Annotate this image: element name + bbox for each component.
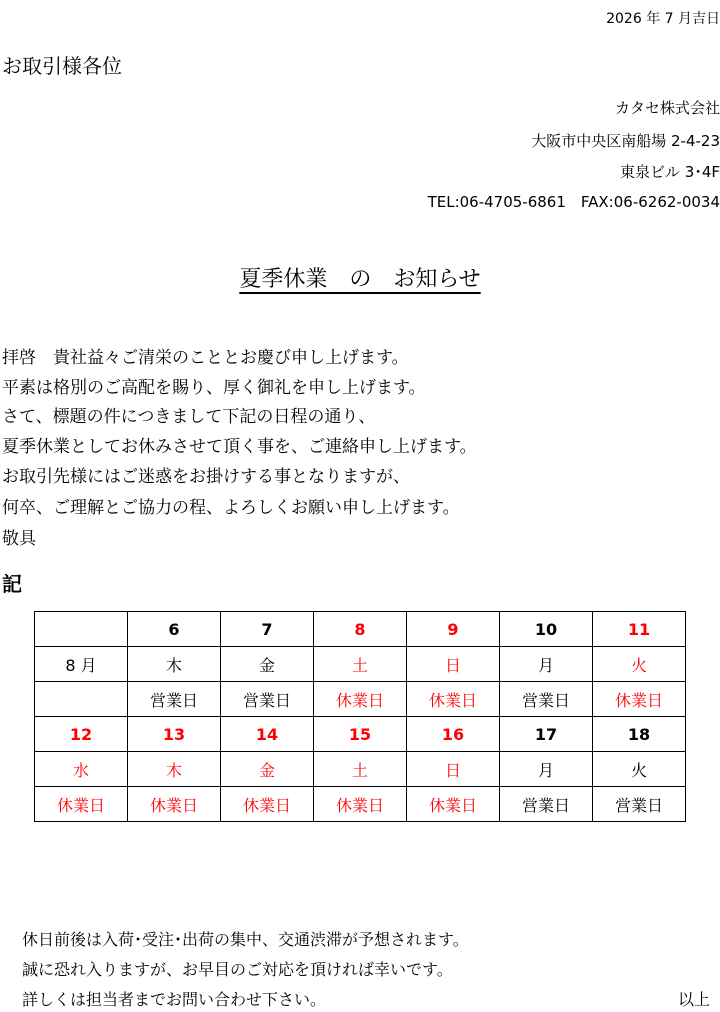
calendar-row-weekdays-1: [35, 647, 686, 682]
calendar-row-dates-2: [35, 717, 686, 752]
calendar-status: 営業日: [500, 682, 593, 717]
calendar-weekday: 木: [128, 647, 221, 682]
calendar-weekday: 火: [593, 752, 686, 787]
footer-line: 誠に恐れ入りますが、お早目のご対応を頂ければ幸いです。: [22, 960, 453, 979]
calendar-status: 休業日: [407, 787, 500, 822]
body-line-keigu: 敬具: [2, 529, 36, 549]
calendar-day: 13: [128, 717, 221, 752]
calendar-day: 12: [35, 717, 128, 752]
calendar-status: 営業日: [593, 787, 686, 822]
calendar-row-dates-1: [35, 612, 686, 647]
calendar-day: 14: [221, 717, 314, 752]
calendar-day: 6: [128, 612, 221, 647]
calendar-row-weekdays-2: [35, 752, 686, 787]
calendar-day: 8: [314, 612, 407, 647]
body-line: 平素は格別のご高配を賜り、厚く御礼を申し上げます。: [2, 378, 426, 398]
calendar-weekday: 金: [221, 647, 314, 682]
company-address: 大阪市中央区南船場 2-4-23: [531, 132, 720, 150]
calendar-status: 営業日: [500, 787, 593, 822]
calendar-weekday: 水: [35, 752, 128, 787]
notice-title: 夏季休業 の お知らせ: [239, 267, 481, 292]
document-date: 2026 年 7 月吉日: [606, 11, 720, 27]
footer-line: 休日前後は入荷･受注･出荷の集中、交通渋滞が予想されます。: [22, 930, 469, 949]
addressee: お取引様各位: [2, 54, 122, 78]
calendar-day: 15: [314, 717, 407, 752]
calendar-status: 休業日: [407, 682, 500, 717]
calendar-weekday: 日: [407, 752, 500, 787]
ki-heading: 記: [2, 572, 22, 596]
body-line: 何卒、ご理解とご協力の程、よろしくお願い申し上げます。: [2, 498, 460, 518]
calendar-status: 休業日: [35, 787, 128, 822]
calendar-day: 18: [593, 717, 686, 752]
calendar-status: 営業日: [128, 682, 221, 717]
calendar-weekday: 土: [314, 752, 407, 787]
calendar-status: 休業日: [314, 682, 407, 717]
calendar-status: 休業日: [221, 787, 314, 822]
calendar-day: 10: [500, 612, 593, 647]
calendar-weekday: 月: [500, 752, 593, 787]
calendar-weekday: 木: [128, 752, 221, 787]
calendar-day: 7: [221, 612, 314, 647]
calendar-row-status-2: [35, 787, 686, 822]
calendar-status: 休業日: [314, 787, 407, 822]
calendar-day: 16: [407, 717, 500, 752]
company-building: 東泉ビル 3･4F: [620, 163, 720, 181]
footer-line: 詳しくは担当者までお問い合わせ下さい。: [22, 990, 327, 1009]
company-contact: TEL:06-4705-6861 FAX:06-6262-0034: [427, 193, 720, 211]
month-label: 8 月: [35, 647, 128, 682]
holiday-calendar-table: [34, 611, 686, 822]
calendar-weekday: 月: [500, 647, 593, 682]
calendar-day: 9: [407, 612, 500, 647]
body-line: 夏季休業としてお休みさせて頂く事を、ご連絡申し上げます。: [2, 437, 477, 457]
closing-ijou: 以上: [677, 990, 710, 1009]
body-line: 拝啓 貴社益々ご清栄のこととお慶び申し上げます。: [2, 348, 409, 368]
calendar-cell-empty: [35, 612, 128, 647]
calendar-weekday: 火: [593, 647, 686, 682]
calendar-weekday: 金: [221, 752, 314, 787]
calendar-cell-empty: [35, 682, 128, 717]
body-line: お取引先様にはご迷惑をお掛けする事となりますが、: [2, 467, 410, 487]
calendar-day: 11: [593, 612, 686, 647]
calendar-weekday: 土: [314, 647, 407, 682]
calendar-status: 営業日: [221, 682, 314, 717]
calendar-row-status-1: [35, 682, 686, 717]
calendar-day: 17: [500, 717, 593, 752]
body-line: さて、標題の件につきまして下記の日程の通り、: [2, 407, 376, 427]
notice-title-wrapper: [0, 262, 720, 293]
calendar-weekday: 日: [407, 647, 500, 682]
calendar-status: 休業日: [128, 787, 221, 822]
calendar-status: 休業日: [593, 682, 686, 717]
company-name: カタセ株式会社: [614, 99, 720, 117]
